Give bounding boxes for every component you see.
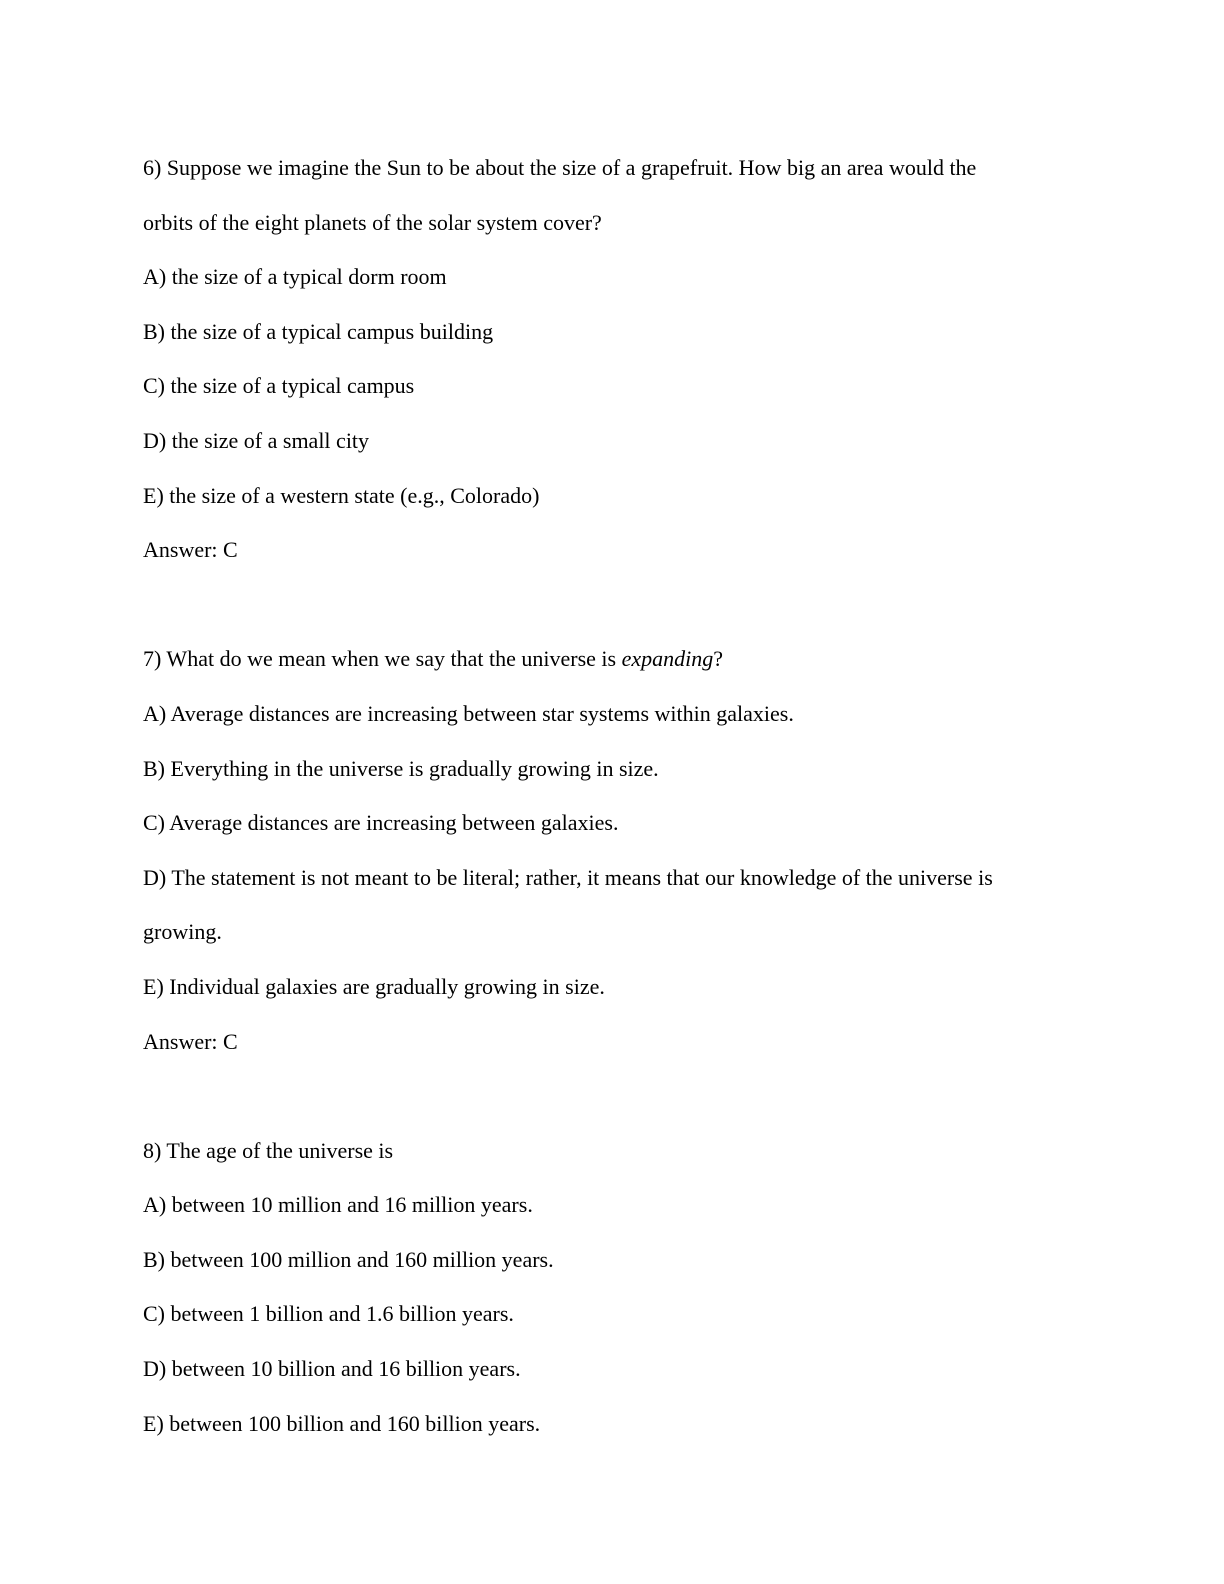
answer-option-d-continued: growing. — [143, 919, 222, 945]
spacer — [143, 1069, 1083, 1124]
answer-option-a: A) between 10 million and 16 million years. — [143, 1192, 533, 1218]
answer-key: Answer: C — [143, 1028, 238, 1054]
answer-option-c: C) the size of a typical campus — [143, 373, 415, 399]
answer-option-e: E) between 100 billion and 160 billion years. — [143, 1410, 541, 1436]
spacer — [143, 578, 1083, 633]
answer-option-c: C) Average distances are increasing between galaxies. — [143, 810, 619, 836]
question-8 — [143, 1124, 1083, 1452]
question-7 — [143, 632, 1083, 1069]
answer-option-b: B) Everything in the universe is gradually growing in size. — [143, 755, 659, 781]
answer-option-a: A) Average distances are increasing between star systems within galaxies. — [143, 700, 794, 726]
stem-text: 7) What do we mean when we say that the universe is — [143, 646, 622, 672]
question-stem: 8) The age of the universe is — [143, 1137, 394, 1163]
question-stem: 6) Suppose we imagine the Sun to be about the size of a grapefruit. How big an area would the — [143, 155, 977, 180]
answer-option-b: B) the size of a typical campus building — [143, 318, 494, 344]
stem-emphasis: expanding — [621, 646, 714, 672]
answer-option-e: E) the size of a western state (e.g., Colorado) — [143, 482, 540, 508]
document-page — [143, 141, 1083, 1451]
answer-option-d: D) between 10 billion and 16 billion years. — [143, 1356, 521, 1382]
answer-option-d: D) the size of a small city — [143, 427, 370, 453]
answer-key: Answer: C — [143, 537, 238, 563]
answer-option-b: B) between 100 million and 160 million years. — [143, 1246, 554, 1272]
answer-option-a: A) the size of a typical dorm room — [143, 264, 447, 290]
question-stem — [143, 632, 1083, 687]
question-stem-continued: orbits of the eight planets of the solar system cover? — [143, 209, 602, 235]
answer-option-c: C) between 1 billion and 1.6 billion years. — [143, 1301, 514, 1327]
stem-punctuation: ? — [713, 646, 723, 672]
question-6 — [143, 141, 1083, 578]
answer-option-e: E) Individual galaxies are gradually growing in size. — [143, 973, 605, 999]
answer-option-d: D) The statement is not meant to be literal; rather, it means that our knowledge of the universe is — [143, 864, 993, 890]
